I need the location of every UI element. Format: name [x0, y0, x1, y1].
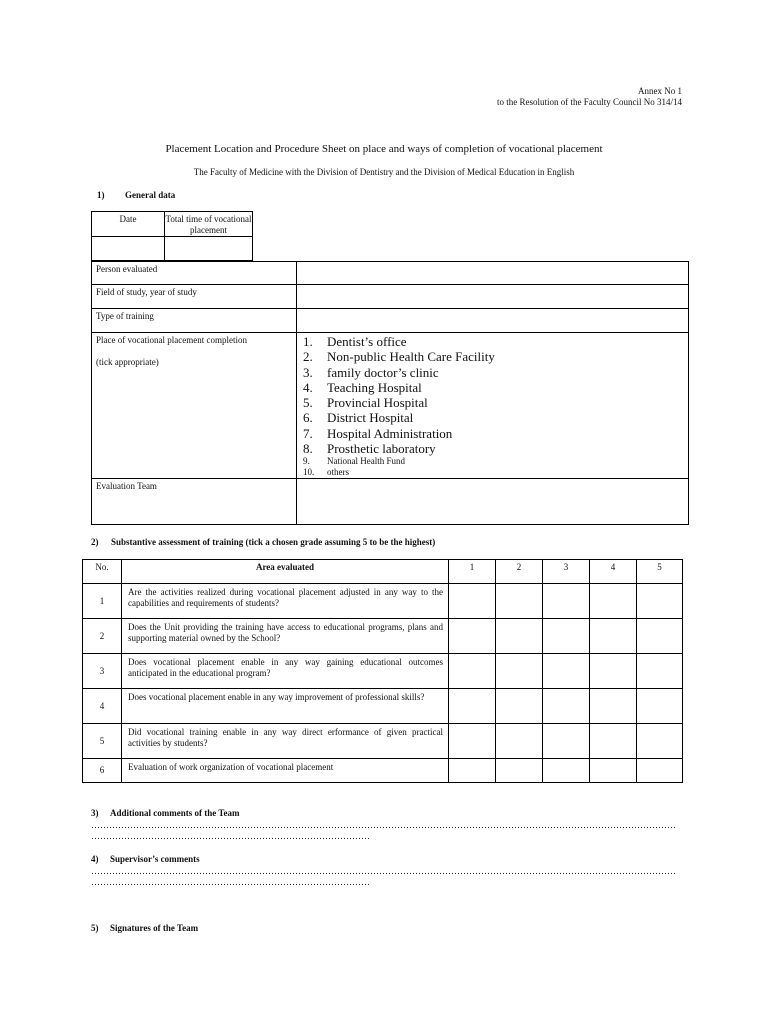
grade-checkbox-cell[interactable] — [449, 584, 496, 619]
section-2-heading — [91, 537, 435, 547]
assessment-row-number: 1 — [83, 584, 122, 619]
placement-option-number: 8. — [303, 441, 313, 457]
supervisor-comments-line[interactable]: …………………………………………………………………………………………………………………………………………………………………………… — [91, 866, 676, 876]
assessment-row — [83, 584, 683, 619]
placement-option-number: 9. — [303, 456, 310, 467]
grade-header: 3 — [543, 560, 590, 584]
tick-appropriate-note: (tick appropriate) — [96, 357, 159, 367]
placement-place-text: Place of vocational placement completion — [96, 335, 247, 345]
section-1-number: 1) — [97, 190, 105, 200]
date-time-table — [91, 211, 253, 261]
section-1-title: General data — [125, 190, 176, 200]
placement-option[interactable] — [297, 380, 688, 395]
assessment-table — [82, 559, 683, 783]
grade-checkbox-cell[interactable] — [590, 724, 637, 759]
grade-header: 1 — [449, 560, 496, 584]
assessment-row-question: Evaluation of work organization of vocational placement — [122, 759, 449, 783]
evaluation-team-field[interactable] — [297, 479, 689, 525]
grade-checkbox-cell[interactable] — [449, 759, 496, 783]
placement-option[interactable] — [297, 395, 688, 410]
grade-checkbox-cell[interactable] — [590, 759, 637, 783]
field-of-study-label: Field of study, year of study — [92, 285, 297, 309]
placement-option[interactable] — [297, 426, 688, 441]
total-time-header: Total time of vocational placement — [165, 212, 253, 237]
assessment-row-number: 4 — [83, 689, 122, 724]
assessment-row-question: Does vocational placement enable in any way improvement of professional skills? — [122, 689, 449, 724]
col-no-header: No. — [83, 560, 122, 584]
annex-number: Annex No 1 — [638, 86, 682, 96]
grade-checkbox-cell[interactable] — [543, 619, 590, 654]
grade-checkbox-cell[interactable] — [543, 584, 590, 619]
supervisor-comments-line[interactable]: ………………………………………………………………………………… — [91, 877, 370, 887]
placement-option[interactable] — [297, 456, 688, 467]
type-of-training-label: Type of training — [92, 309, 297, 333]
field-of-study-field[interactable] — [297, 285, 689, 309]
assessment-row-number: 2 — [83, 619, 122, 654]
assessment-row-question: Did vocational training enable in any way direct erformance of given practical activities by students? — [122, 724, 449, 759]
person-evaluated-field[interactable] — [297, 262, 689, 285]
section-2-number: 2) — [91, 537, 99, 547]
grade-checkbox-cell[interactable] — [496, 759, 543, 783]
grade-checkbox-cell[interactable] — [496, 619, 543, 654]
section-4-number: 4) — [91, 854, 99, 864]
placement-option-number: 3. — [303, 364, 313, 380]
grade-header: 2 — [496, 560, 543, 584]
total-time-field[interactable] — [165, 237, 253, 261]
grade-checkbox-cell[interactable] — [496, 584, 543, 619]
placement-option[interactable] — [297, 334, 688, 349]
grade-checkbox-cell[interactable] — [449, 724, 496, 759]
grade-header: 4 — [590, 560, 637, 584]
placement-options-cell — [297, 333, 689, 479]
section-5-heading — [91, 923, 198, 933]
grade-checkbox-cell[interactable] — [496, 689, 543, 724]
grade-checkbox-cell[interactable] — [543, 654, 590, 689]
placement-option-number: 5. — [303, 395, 313, 411]
placement-option-number: 1. — [303, 334, 313, 349]
section-3-number: 3) — [91, 808, 99, 818]
section-3-heading — [91, 808, 240, 818]
placement-option[interactable] — [297, 410, 688, 425]
placement-option[interactable] — [297, 365, 688, 380]
date-header: Date — [92, 212, 165, 237]
grade-checkbox-cell[interactable] — [543, 759, 590, 783]
grade-checkbox-cell[interactable] — [637, 584, 683, 619]
placement-option-number: 2. — [303, 349, 313, 365]
grade-checkbox-cell[interactable] — [496, 654, 543, 689]
type-of-training-field[interactable] — [297, 309, 689, 333]
person-evaluated-label: Person evaluated — [92, 262, 297, 285]
placement-option-number: 10. — [303, 467, 315, 478]
grade-checkbox-cell[interactable] — [543, 689, 590, 724]
placement-option-label: family doctor’s clinic — [327, 364, 439, 380]
placement-option[interactable] — [297, 441, 688, 456]
placement-option-label: Teaching Hospital — [327, 379, 422, 395]
section-4-heading — [91, 854, 200, 864]
placement-option-number: 6. — [303, 410, 313, 426]
section-5-number: 5) — [91, 923, 99, 933]
placement-place-label — [92, 333, 297, 479]
assessment-row — [83, 619, 683, 654]
section-3-title: Additional comments of the Team — [110, 808, 240, 818]
placement-option-label: Provincial Hospital — [327, 395, 428, 411]
grade-checkbox-cell[interactable] — [449, 689, 496, 724]
assessment-row — [83, 654, 683, 689]
placement-option-number: 4. — [303, 379, 313, 395]
grade-checkbox-cell[interactable] — [637, 654, 683, 689]
placement-option-label: Hospital Administration — [327, 425, 453, 441]
evaluation-team-label: Evaluation Team — [92, 479, 297, 525]
assessment-row-question: Are the activities realized during vocational placement adjusted in any way to the capabilities and requirements of students? — [122, 584, 449, 619]
grade-checkbox-cell[interactable] — [449, 619, 496, 654]
placement-option-number: 7. — [303, 425, 313, 441]
assessment-row-number: 6 — [83, 759, 122, 783]
annex-resolution: to the Resolution of the Faculty Council No 314/14 — [497, 97, 682, 107]
page-title: Placement Location and Procedure Sheet on place and ways of completion of vocational placement — [165, 143, 603, 155]
assessment-row-number: 3 — [83, 654, 122, 689]
grade-checkbox-cell[interactable] — [637, 724, 683, 759]
assessment-row-number: 5 — [83, 724, 122, 759]
grade-checkbox-cell[interactable] — [590, 584, 637, 619]
assessment-row — [83, 759, 683, 783]
placement-option[interactable] — [297, 349, 688, 364]
assessment-row — [83, 689, 683, 724]
assessment-row — [83, 724, 683, 759]
placement-option[interactable] — [297, 467, 688, 478]
grade-checkbox-cell[interactable] — [637, 759, 683, 783]
placement-option-label: National Health Fund — [327, 456, 405, 467]
grade-checkbox-cell[interactable] — [449, 654, 496, 689]
col-area-header: Area evaluated — [122, 560, 449, 584]
team-comments-line[interactable]: ………………………………………………………………………………… — [91, 831, 370, 841]
date-field[interactable] — [92, 237, 165, 261]
grade-checkbox-cell[interactable] — [590, 689, 637, 724]
placement-option-label: Prosthetic laboratory — [327, 441, 436, 457]
general-data-table — [91, 261, 689, 525]
team-comments-line[interactable]: …………………………………………………………………………………………………………………………………………………………………………… — [91, 820, 676, 830]
grade-checkbox-cell[interactable] — [543, 724, 590, 759]
placement-option-label: District Hospital — [327, 410, 414, 426]
section-2-title: Substantive assessment of training (tick a chosen grade assuming 5 to be the highest) — [111, 537, 436, 547]
placement-options-list — [297, 334, 688, 478]
grade-checkbox-cell[interactable] — [496, 724, 543, 759]
assessment-row-question: Does the Unit providing the training have access to educational programs, plans and supporting material owned by the School? — [122, 619, 449, 654]
grade-checkbox-cell[interactable] — [637, 689, 683, 724]
grade-checkbox-cell[interactable] — [590, 654, 637, 689]
section-4-title: Supervisor’s comments — [110, 854, 200, 864]
placement-option-label: Dentist’s office — [327, 334, 407, 349]
section-5-title: Signatures of the Team — [110, 923, 199, 933]
page-subtitle: The Faculty of Medicine with the Division of Dentistry and the Division of Medical Education in English — [193, 167, 575, 177]
section-1-heading — [97, 190, 175, 200]
grade-checkbox-cell[interactable] — [590, 619, 637, 654]
placement-option-label: others — [327, 467, 349, 478]
grade-header: 5 — [637, 560, 683, 584]
assessment-row-question: Does vocational placement enable in any way gaining educational outcomes anticipated in the educational program? — [122, 654, 449, 689]
placement-option-label: Non-public Health Care Facility — [327, 349, 495, 365]
grade-checkbox-cell[interactable] — [637, 619, 683, 654]
